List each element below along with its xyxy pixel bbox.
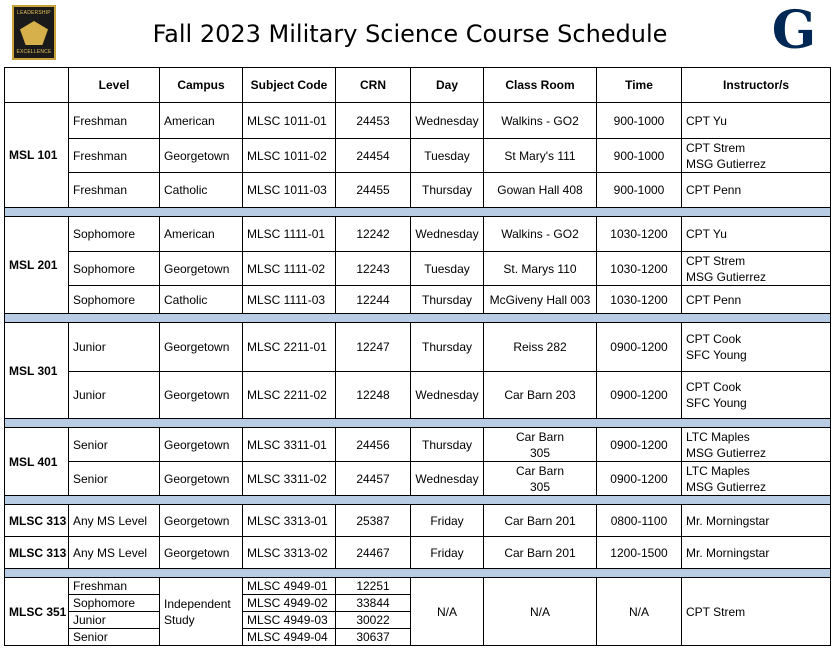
instructor-name: MSG Gutierrez xyxy=(686,445,767,460)
campus-cell: Georgetown xyxy=(160,323,243,372)
level-cell: Freshman xyxy=(69,103,160,139)
course-label: MLSC 313 xyxy=(5,537,69,569)
campus-cell: Georgetown xyxy=(160,505,243,537)
course-label: MLSC 351 xyxy=(5,578,69,646)
level-cell: Sophomore xyxy=(69,217,160,252)
day-cell: Wednesday xyxy=(411,103,484,139)
room-cell: St Mary's 111 xyxy=(484,139,597,173)
table-row xyxy=(5,286,831,314)
instructor-cell xyxy=(682,217,831,252)
room-cell: Car Barn 203 xyxy=(484,372,597,419)
code-cell: MLSC 2211-01 xyxy=(243,323,336,372)
instructor-name: CPT Penn xyxy=(686,292,742,307)
col-header-campus: Campus xyxy=(160,68,243,103)
crn-cell: 33844 xyxy=(336,595,411,612)
instructor-name: CPT Cook xyxy=(686,332,742,346)
rotc-logo xyxy=(12,5,56,60)
day-cell: N/A xyxy=(411,578,484,646)
table-row xyxy=(5,372,831,419)
day-cell: Wednesday xyxy=(411,217,484,252)
code-cell: MLSC 1111-02 xyxy=(243,252,336,286)
course-label: MSL 201 xyxy=(5,217,69,314)
crn-cell: 12248 xyxy=(336,372,411,419)
level-cell: Freshman xyxy=(69,578,160,595)
table-row xyxy=(5,505,831,537)
instructor-name: MSG Gutierrez xyxy=(686,479,767,494)
instructor-name: MSG Gutierrez xyxy=(686,156,767,171)
crn-cell: 25387 xyxy=(336,505,411,537)
level-cell: Junior xyxy=(69,323,160,372)
crn-cell: 24467 xyxy=(336,537,411,569)
time-cell: 0900-1200 xyxy=(597,428,682,462)
code-cell: MLSC 4949-01 xyxy=(243,578,336,595)
code-cell: MLSC 4949-04 xyxy=(243,629,336,646)
campus-cell: Catholic xyxy=(160,173,243,208)
time-cell: 900-1000 xyxy=(597,173,682,208)
level-cell: Freshman xyxy=(69,173,160,208)
day-cell: Wednesday xyxy=(411,372,484,419)
campus-line: Independent xyxy=(164,596,231,611)
campus-cell: Georgetown xyxy=(160,139,243,173)
crn-cell: 12244 xyxy=(336,286,411,314)
instructor-name: SFC Young xyxy=(686,396,747,410)
table-row xyxy=(5,139,831,173)
crn-cell: 12243 xyxy=(336,252,411,286)
crn-cell: 24455 xyxy=(336,173,411,208)
campus-cell xyxy=(160,578,243,646)
code-cell: MLSC 1011-01 xyxy=(243,103,336,139)
instructor-cell xyxy=(682,323,831,372)
crn-cell: 30022 xyxy=(336,612,411,629)
instructor-name: MSG Gutierrez xyxy=(686,269,767,284)
time-cell: 900-1000 xyxy=(597,139,682,173)
level-cell: Senior xyxy=(69,629,160,646)
instructor-name: CPT Strem xyxy=(686,140,746,155)
campus-cell: American xyxy=(160,217,243,252)
table-row xyxy=(5,462,831,496)
campus-cell: Georgetown xyxy=(160,462,243,496)
room-number: 305 xyxy=(529,445,551,460)
room-number: 305 xyxy=(529,479,551,494)
table-row xyxy=(5,578,831,595)
crn-cell: 24457 xyxy=(336,462,411,496)
table-row xyxy=(5,173,831,208)
instructor-cell xyxy=(682,428,831,462)
room-name: Car Barn xyxy=(515,429,565,444)
campus-cell: Georgetown xyxy=(160,428,243,462)
day-cell: Thursday xyxy=(411,428,484,462)
campus-cell: Catholic xyxy=(160,286,243,314)
day-cell: Tuesday xyxy=(411,139,484,173)
instructor-cell xyxy=(682,173,831,208)
rotc-shield-icon xyxy=(20,21,48,45)
campus-cell: Georgetown xyxy=(160,537,243,569)
code-cell: MLSC 4949-03 xyxy=(243,612,336,629)
room-cell xyxy=(484,462,597,496)
time-cell: 1030-1200 xyxy=(597,252,682,286)
instructor-name: LTC Maples xyxy=(686,429,750,444)
instructor-cell: CPT Strem xyxy=(682,578,831,646)
crn-cell: 30637 xyxy=(336,629,411,646)
course-label: MSL 301 xyxy=(5,323,69,419)
day-cell: Thursday xyxy=(411,323,484,372)
level-cell: Sophomore xyxy=(69,252,160,286)
code-cell: MLSC 3311-02 xyxy=(243,462,336,496)
campus-cell: Georgetown xyxy=(160,372,243,419)
level-cell: Sophomore xyxy=(69,595,160,612)
table-row xyxy=(5,323,831,372)
course-label: MSL 101 xyxy=(5,103,69,208)
crn-cell: 12251 xyxy=(336,578,411,595)
time-cell: N/A xyxy=(597,578,682,646)
instructor-cell xyxy=(682,252,831,286)
room-name: Car Barn xyxy=(515,463,565,478)
time-cell: 1030-1200 xyxy=(597,286,682,314)
instructor-name: CPT Yu xyxy=(686,113,727,128)
table-row xyxy=(5,217,831,252)
code-cell: MLSC 2211-02 xyxy=(243,372,336,419)
page-title: Fall 2023 Military Science Course Schedule xyxy=(152,20,668,48)
crn-cell: 12247 xyxy=(336,323,411,372)
room-cell xyxy=(484,428,597,462)
level-cell: Freshman xyxy=(69,139,160,173)
day-cell: Wednesday xyxy=(411,462,484,496)
table-row xyxy=(5,103,831,139)
time-cell: 0900-1200 xyxy=(597,462,682,496)
section-divider xyxy=(5,496,831,505)
level-cell: Sophomore xyxy=(69,286,160,314)
day-cell: Friday xyxy=(411,537,484,569)
level-cell: Senior xyxy=(69,462,160,496)
room-cell: McGiveny Hall 003 xyxy=(484,286,597,314)
col-header-crn: CRN xyxy=(336,68,411,103)
crn-cell: 24454 xyxy=(336,139,411,173)
level-cell: Junior xyxy=(69,612,160,629)
time-cell: 1030-1200 xyxy=(597,217,682,252)
instructor-cell xyxy=(682,139,831,173)
code-cell: MLSC 1011-02 xyxy=(243,139,336,173)
col-header-class-room: Class Room xyxy=(484,68,597,103)
room-cell: Reiss 282 xyxy=(484,323,597,372)
crn-cell: 12242 xyxy=(336,217,411,252)
instructor-name: CPT Yu xyxy=(686,227,727,241)
course-label: MSL 401 xyxy=(5,428,69,496)
col-header-level: Level xyxy=(69,68,160,103)
col-header-day: Day xyxy=(411,68,484,103)
schedule-table xyxy=(4,67,831,646)
crn-cell: 24456 xyxy=(336,428,411,462)
instructor-cell: Mr. Morningstar xyxy=(682,505,831,537)
room-cell: N/A xyxy=(484,578,597,646)
level-cell: Any MS Level xyxy=(69,537,160,569)
instructor-cell xyxy=(682,286,831,314)
campus-line: Study xyxy=(164,612,195,627)
time-cell: 0800-1100 xyxy=(597,505,682,537)
room-cell: Car Barn 201 xyxy=(484,537,597,569)
instructor-cell xyxy=(682,103,831,139)
instructor-name: SFC Young xyxy=(686,348,747,362)
instructor-cell xyxy=(682,372,831,419)
day-cell: Thursday xyxy=(411,173,484,208)
room-cell: Walkins - GO2 xyxy=(484,217,597,252)
section-divider xyxy=(5,419,831,428)
col-header-time: Time xyxy=(597,68,682,103)
campus-cell: Georgetown xyxy=(160,252,243,286)
section-divider xyxy=(5,314,831,323)
header-row xyxy=(5,68,831,103)
time-cell: 900-1000 xyxy=(597,103,682,139)
crn-cell: 24453 xyxy=(336,103,411,139)
time-cell: 1200-1500 xyxy=(597,537,682,569)
georgetown-logo-icon: G xyxy=(771,0,817,61)
instructor-name: CPT Strem xyxy=(686,253,746,268)
code-cell: MLSC 1011-03 xyxy=(243,173,336,208)
code-cell: MLSC 3313-02 xyxy=(243,537,336,569)
course-label: MLSC 313 xyxy=(5,505,69,537)
corner-cell xyxy=(5,68,69,103)
instructor-cell: Mr. Morningstar xyxy=(682,537,831,569)
day-cell: Tuesday xyxy=(411,252,484,286)
room-cell: St. Marys 110 xyxy=(484,252,597,286)
code-cell: MLSC 4949-02 xyxy=(243,595,336,612)
table-row xyxy=(5,537,831,569)
room-cell: Walkins - GO2 xyxy=(484,103,597,139)
level-cell: Junior xyxy=(69,372,160,419)
level-cell: Senior xyxy=(69,428,160,462)
code-cell: MLSC 3311-01 xyxy=(243,428,336,462)
instructor-cell xyxy=(682,462,831,496)
code-cell: MLSC 1111-03 xyxy=(243,286,336,314)
col-header-subject-code: Subject Code xyxy=(243,68,336,103)
day-cell: Friday xyxy=(411,505,484,537)
logo-text-bottom: EXCELLENCE xyxy=(16,49,52,55)
room-cell: Car Barn 201 xyxy=(484,505,597,537)
instructor-name: CPT Penn xyxy=(686,183,742,197)
level-cell: Any MS Level xyxy=(69,505,160,537)
time-cell: 0900-1200 xyxy=(597,372,682,419)
room-cell: Gowan Hall 408 xyxy=(484,173,597,208)
section-divider xyxy=(5,208,831,217)
code-cell: MLSC 3313-01 xyxy=(243,505,336,537)
campus-cell: American xyxy=(160,103,243,139)
section-divider xyxy=(5,569,831,578)
instructor-name: CPT Cook xyxy=(686,380,742,394)
time-cell: 0900-1200 xyxy=(597,323,682,372)
instructor-name: LTC Maples xyxy=(686,463,750,478)
code-cell: MLSC 1111-01 xyxy=(243,217,336,252)
logo-text-top: LEADERSHIP xyxy=(17,10,51,16)
table-row xyxy=(5,252,831,286)
table-row xyxy=(5,428,831,462)
day-cell: Thursday xyxy=(411,286,484,314)
col-header-instructors: Instructor/s xyxy=(682,68,831,103)
